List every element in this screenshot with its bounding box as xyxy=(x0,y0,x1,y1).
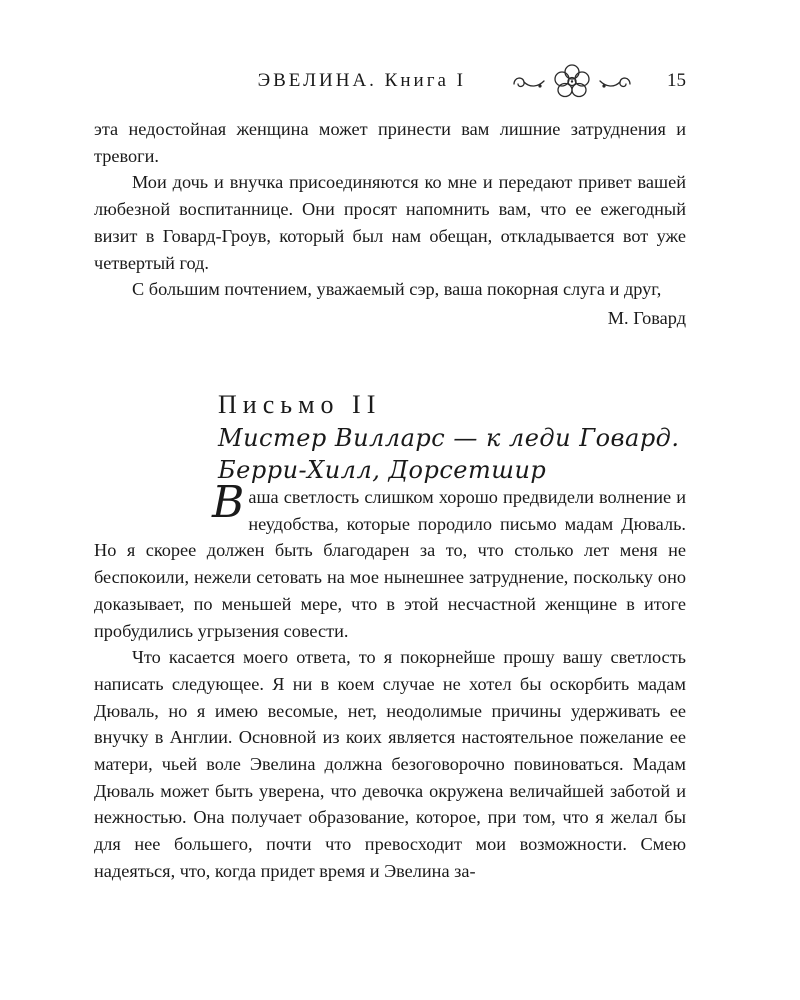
letter-subtitle-line2: Берри-Хилл, Дорсетшир xyxy=(218,456,547,484)
letter-title: Письмо II xyxy=(218,390,382,419)
paragraph: эта недостойная женщина может принести вам лишние затруднения и тревоги. xyxy=(94,119,686,166)
paragraph: Что касается моего ответа, то я покорнейше прошу вашу светлость написать следующее. Я ни в коем случае не хотел бы оскорбить мадам Дюваль, но я имею весомые, нет, неодолимые причины удерживать ее внучку в Англии. Основной из коих является настоятельное пожелание ее матери, чьей воле Эвелина должна безоговорочно повиноваться. Мадам Дюваль может быть уверена, что девочка окружена величайшей заботой и нежностью. Она получает образование, которое, при том, что я желал бы для нее большего, почти что превосходит мои возможности. Смею надеяться, что, когда придет время и Эвелина за- xyxy=(94,647,686,881)
paragraph: Мои дочь и внучка присоединяются ко мне и передают привет вашей любезной воспитаннице. Они просят напомнить вам, что ее ежегодный визит в Говард-Гроув, который был нам обещан, откладывается вот уже четвертый год. xyxy=(94,172,686,273)
paragraph: С большим почтением, уважаемый сэр, ваша покорная слуга и друг, xyxy=(132,279,662,300)
running-title: ЭВЕЛИНА. Книга I xyxy=(257,70,466,91)
page-number: 15 xyxy=(667,70,686,91)
flower-ornament-icon xyxy=(510,64,634,98)
paragraph xyxy=(94,477,686,644)
letter-heading xyxy=(218,388,688,486)
drop-cap: В xyxy=(212,477,245,528)
signature: М. Говард xyxy=(607,307,686,328)
running-header xyxy=(94,66,686,100)
letter-two-body xyxy=(94,477,686,885)
paragraph-text: аша светлость слишком хорошо предвидели волнение и неудобства, которые породило письмо мадам Дюваль. Но я скорее должен быть благодарен за то, что столько лет меня не беспокоили, нежели сетовать на мое нынешнее затруднение, поскольку оно доказывает, по меньшей мере, что в этой несчастной женщине в итоге пробудились угрызения совести. xyxy=(94,487,686,641)
book-page xyxy=(94,0,686,1000)
letter-subtitle-line1: Мистер Вилларс — к леди Говард. xyxy=(218,424,680,452)
letter-one-ending xyxy=(94,116,686,332)
